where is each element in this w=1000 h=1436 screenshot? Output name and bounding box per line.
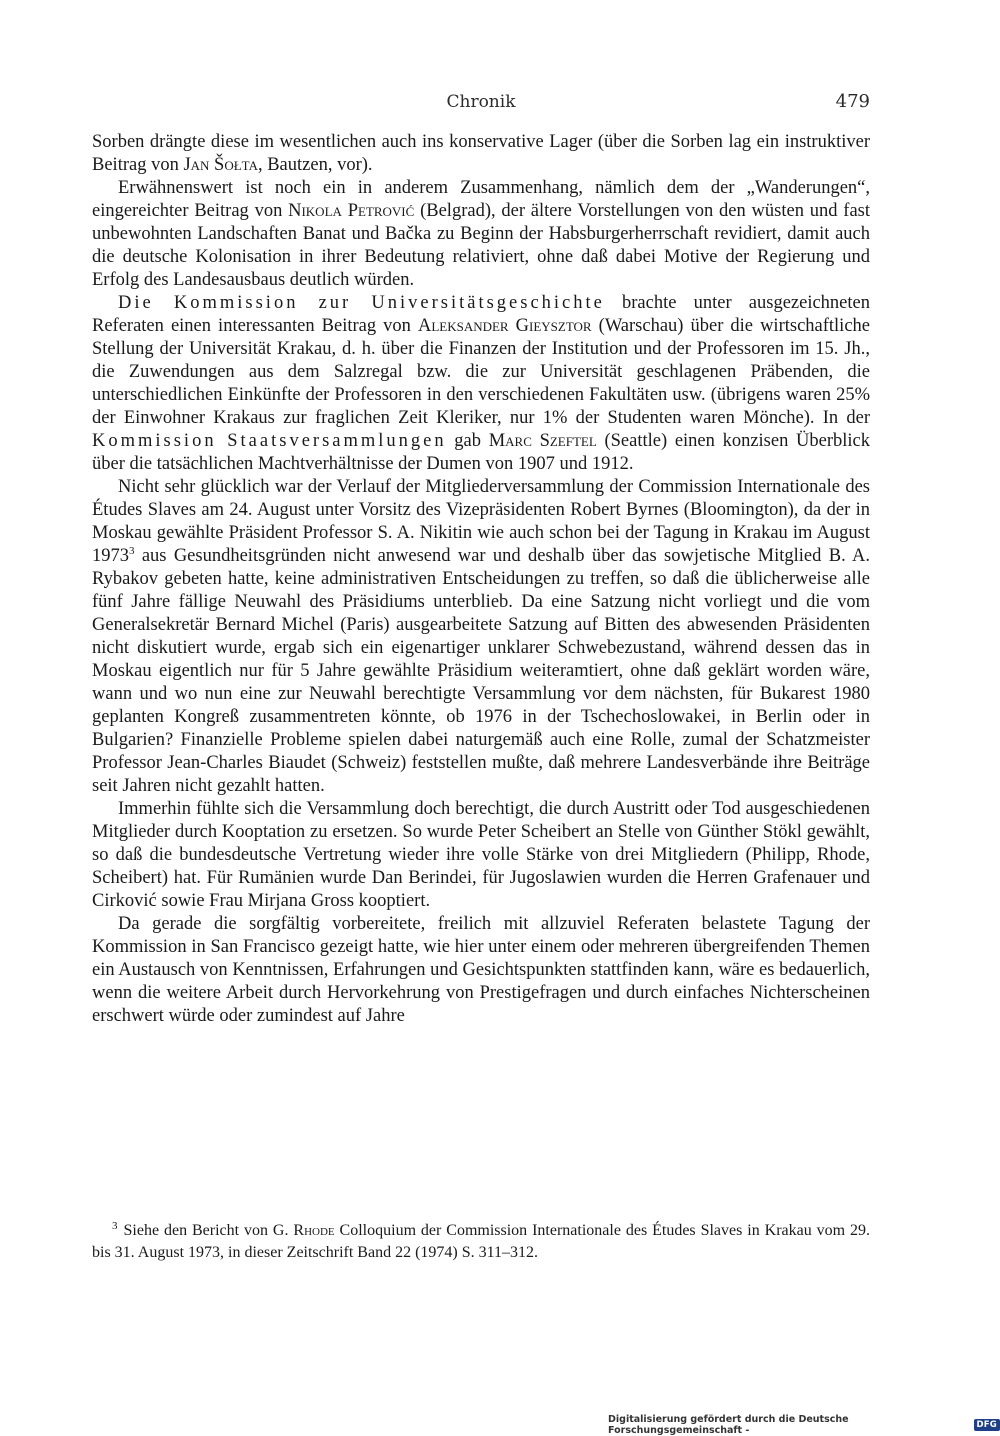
paragraph-2: Erwähnenswert ist noch ein in anderem Zusammenhang, nämlich dem der „Wanderungen“, eingereichter Beitrag von Nikola Petrović (Belgrad), der ältere Vorstellungen von den wüsten und fast unbewohnten Landschaften Banat und Bačka zu Beginn der Habsburgerherrschaft revidiert, damit auch die deutsche Kolonisation in ihrer Bedeutung relativiert, ohne daß dabei Motive der Regierung und Erfolg des Landesausbaus deutlich würden. [92, 178, 870, 290]
author-name: Jan Šołta [183, 155, 258, 175]
paragraph-5: Immerhin fühlte sich die Versammlung doch berechtigt, die durch Austritt oder Tod ausgeschiedenen Mitglieder durch Kooptation zu ersetzen. So wurde Peter Scheibert an Stelle von Günther Stökl gewählt, so daß die bundesdeutsche Vertretung wieder ihre volle Stärke von drei Mitgliedern (Philipp, Rhode, Scheibert) hat. Für Rumänien wurde Dan Berindei, für Jugoslawien wurden die Herren Grafenauer und Cirković sowie Frau Mirjana Gross kooptiert. [92, 799, 870, 911]
footnote: $^3$ Siehe den Bericht von G. Rhode Colloquium der Commission Internationale des Études Slaves in Krakau vom 29. bis 31. August 1973, in dieser Zeitschrift Band 22 (1974) S. 311–312. [92, 1219, 871, 1261]
author-name: Marc Szeftel [488, 431, 597, 451]
body-text [92, 131, 870, 1028]
footnote-marker: 3 [112, 1219, 118, 1232]
paragraph-6: Da gerade die sorgfältig vorbereitete, freilich mit allzuviel Referaten belastete Tagung der Kommission in San Francisco gezeigt hatte, wie hier unter einem oder mehreren übergreifenden Themen ein Austausch von Kenntnissen, Erfahrungen und Gesichtspunkten stattfinden kann, wäre es bedauerlich, wenn die weitere Arbeit durch Hervorkehrung von Prestigefragen und durch einfaches Nichterscheinen erschwert würde oder zumindest auf Jahre [92, 914, 870, 1026]
running-head-title: Chronik [446, 92, 516, 112]
paragraph-3: Die Kommission zur Universitätsgeschichte brachte unter ausgezeichneten Referaten einen interessanten Beitrag von Aleksander Gieysztor (Warschau) über die wirtschaftliche Stellung der Universität Krakau, d. h. über die Finanzen der Institution und der Professoren im 15. Jh., die Zuwendungen aus dem Salzregal bzw. die zur Universität geschlagenen Präbenden, die unterschiedlichen Einkünfte der Professoren in den verschiedenen Fakultäten usw. (übrigens waren 25% der Einwohner Krakaus zur fraglichen Zeit Kleriker, nur 1% der Studenten waren Mönche). In der Kommission Staatsversammlungen gab Marc Szeftel (Seattle) einen konzisen Überblick über die tatsächlichen Machtverhältnisse der Dumen von 1907 und 1912. [92, 293, 870, 474]
page-header [92, 90, 870, 114]
commission-name: Kommission Staatsversammlungen [92, 431, 447, 451]
page-number: 479 [835, 91, 870, 112]
footnote-reference[interactable]: 3 [129, 544, 135, 557]
author-name: Rhode [293, 1222, 335, 1239]
dfg-logo-icon: DFG [974, 1419, 1000, 1431]
author-name: Aleksander Gieysztor [417, 316, 592, 336]
digitization-notice [608, 1414, 1000, 1436]
commission-name: Die Kommission zur Universitätsgeschichte [118, 293, 605, 313]
digitization-text: Digitalisierung gefördert durch die Deutsche Forschungsgemeinschaft - [608, 1414, 849, 1436]
author-name: Nikola Petrović [288, 201, 415, 221]
paragraph-4: Nicht sehr glücklich war der Verlauf der Mitgliederversammlung der Commission Internationale des Études Slaves am 24. August unter Vorsitz des Vizepräsidenten Robert Byrnes (Bloomington), da der in Moskau gewählte Präsident Professor S. A. Nikitin wie auch schon bei der Tagung in Krakau im August 1973$^3$ aus Gesundheitsgründen nicht anwesend war und deshalb über das sowjetische Mitglied B. A. Rybakov gebeten hatte, keine administrativen Entscheidungen zu treffen, so daß die üblicherweise alle fünf Jahre fällige Neuwahl des Präsidiums unterblieb. Da eine Satzung nicht vorliegt und die vom Generalsekretär Bernard Michel (Paris) ausgearbeitete Satzung auf Bitten des abwesenden Präsidenten nicht diskutiert wurde, ergab sich ein eigenartiger unklarer Schwebezustand, während dessen das in Moskau eigentlich nur für 5 Jahre gewählte Präsidium weiteramtiert, ohne daß geklärt worden wäre, wann und wo nun eine zur Neuwahl berechtigte Versammlung vor dem nächsten, für Bukarest 1980 geplanten Kongreß zusammentreten könnte, ob 1976 in der Tschechoslowakei, in Berlin oder in Bulgarien? Finanzielle Probleme spielen dabei naturgemäß auch eine Rolle, zumal der Schatzmeister Professor Jean-Charles Biaudet (Schweiz) feststellen mußte, daß mehrere Landesverbände ihre Beiträge seit Jahren nicht gezahlt hatten. [92, 477, 870, 796]
paragraph-1: Sorben drängte diese im wesentlichen auch ins konservative Lager (über die Sorben lag ein instruktiver Beitrag von Jan Šołta, Bautzen, vor). [92, 132, 870, 175]
